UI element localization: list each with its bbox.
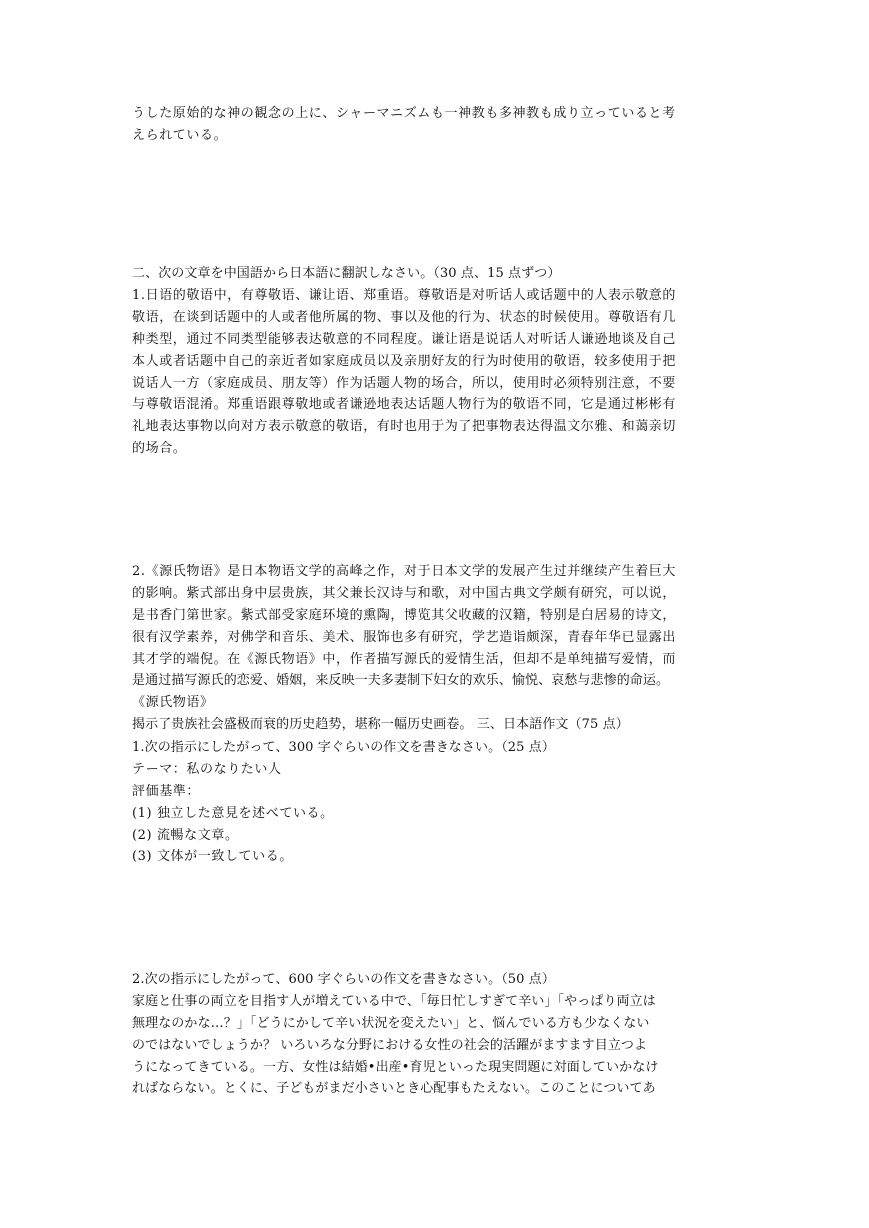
q1-line: 与尊敬语混淆。郑重语跟尊敬地或者谦逊地表达话题人物行为的敬语不同，它是通过彬彬有 xyxy=(132,397,677,413)
intro-line: うした原始的な神の観念の上に、シャーマニズムも一神教も多神教も成り立っていると考 xyxy=(132,106,676,121)
q1-line: 1.日语的敬语中，有尊敬语、谦让语、郑重语。尊敬语是对听话人或话题中的人表示敬意的 xyxy=(132,288,677,303)
composition-2-line: 家庭と仕事の両立を目指す人が増えている中で、「毎日忙しすぎて辛い」「やっぱり両立は xyxy=(132,993,656,1009)
q1-line: 说话人一方（家庭成员、朋友等）作为话题人物的场合，所以，使用时必须特别注意，不要 xyxy=(132,375,677,391)
q2-line: 是通过描写源氏的恋爱、婚姻，来反映一夫多妻制下妇女的欢乐、愉悦、哀愁与悲惨的命运。 xyxy=(132,673,670,689)
composition-2-line: うになってきている。一方、女性は結婚•出産•育児といった現実問題に対面していかなけ xyxy=(132,1059,659,1075)
composition-1-line: テーマ：私のなりたい人 xyxy=(132,761,282,777)
q1-line: 礼地表达事物以向对方表示敬意的敬语，有时也用于为了把事物表达得温文尔雅、和蔼亲切 xyxy=(132,419,677,435)
section-2-heading: 二、次の文章を中国語から日本語に翻訳しなさい。（30 点、15 点ずつ） xyxy=(132,266,561,281)
q1-line: 本人或者话题中自己的亲近者如家庭成员以及亲朋好友的行为时使用的敬语，较多使用于把 xyxy=(132,353,677,369)
composition-2-line: 無理なのかな…？」「どうにかして辛い状況を変えたい」と、悩んでいる方も少なくない xyxy=(132,1015,650,1031)
composition-1-line: (2) 流暢な文章。 xyxy=(132,827,239,843)
translation-question-1 xyxy=(132,285,742,460)
composition-1-line: 評価基準： xyxy=(132,783,201,799)
intro-paragraph xyxy=(132,103,742,147)
composition-1-line: (3) 文体が一致している。 xyxy=(132,849,293,865)
translation-question-2 xyxy=(132,561,742,736)
q2-line: 是书香门第世家。紫式部受家庭环境的熏陶，博览其父收藏的汉籍，特别是白居易的诗文， xyxy=(132,607,677,623)
composition-1-line: 1.次の指示にしたがって、300 字ぐらいの作文を書きなさい。（25 点） xyxy=(132,740,555,755)
composition-1-line: (1) 独立した意見を述べている。 xyxy=(132,805,334,821)
composition-question-2 xyxy=(132,969,742,1100)
section-2-heading-block xyxy=(132,263,742,285)
composition-2-line: のではないでしょうか？ いろいろな分野における女性の社会的活躍がますます目立つよ xyxy=(132,1037,648,1053)
q1-line: 的场合。 xyxy=(132,441,187,457)
q2-line: 的影响。紫式部出身中层贵族，其父兼长汉诗与和歌，对中国古典文学颇有研究，可以说， xyxy=(132,585,677,601)
composition-2-line: ればならない。とくに、子どもがまだ小さいとき心配事もたえない。このことについてあ xyxy=(132,1081,656,1097)
intro-line: えられている。 xyxy=(132,127,228,143)
q1-line: 种类型，通过不同类型能够表达敬意的不同程度。谦让语是说话人对听话人谦逊地谈及自己 xyxy=(132,331,677,347)
q2-line: 很有汉学素养，对佛学和音乐、美术、服饰也多有研究，学艺造诣颇深，青春年华已显露出 xyxy=(132,629,677,645)
q1-line: 敬语，在谈到话题中的人或者他所属的物、事以及他的行为、状态的时候使用。尊敬语有几 xyxy=(132,309,677,325)
q2-line: 《源氏物语》 xyxy=(132,695,214,711)
composition-question-1 xyxy=(132,737,742,868)
q2-line: 揭示了贵族社会盛极而衰的历史趋势，堪称一幅历史画卷。 三、日本語作文（75 点） xyxy=(132,717,629,733)
q2-line: 2.《源氏物语》是日本物语文学的高峰之作，对于日本文学的发展产生过并继续产生着巨大 xyxy=(132,564,677,579)
q2-line: 其才学的端倪。在《源氏物语》中，作者描写源氏的爱情生活，但却不是单纯描写爱情，而 xyxy=(132,651,677,667)
composition-2-line: 2.次の指示にしたがって、600 字ぐらいの作文を書きなさい。（50 点） xyxy=(132,972,555,987)
